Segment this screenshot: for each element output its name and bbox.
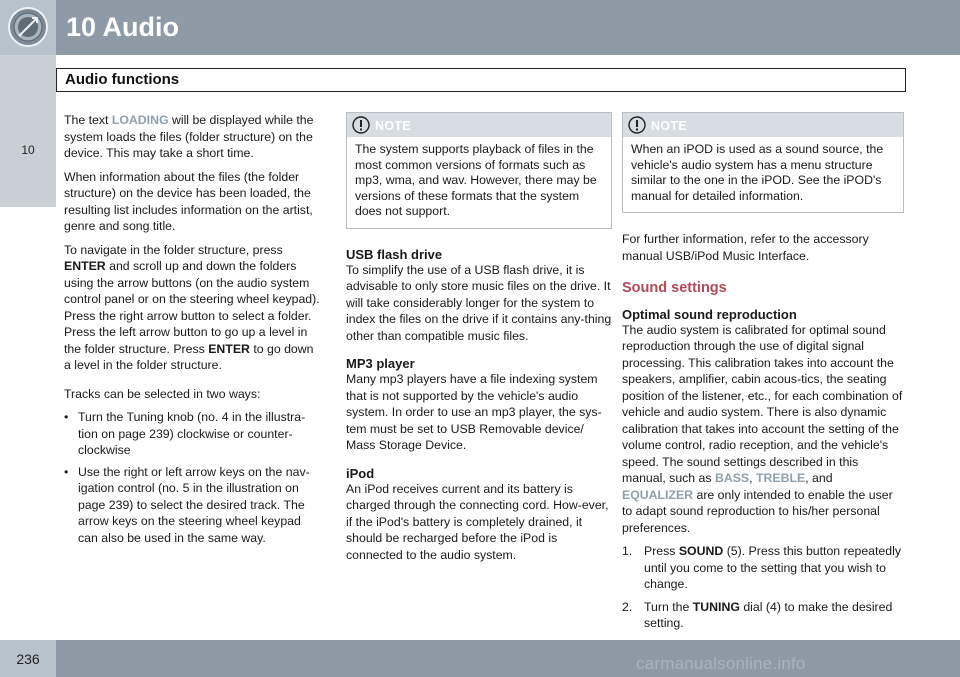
step-number: 2.: [622, 599, 633, 614]
treble-label: TREBLE: [755, 471, 806, 485]
note-text: When an iPOD is used as a sound source, the vehicle's audio system has a menu structure similar to the one in the iPOD. See the iPOD's manual for detailed information.: [631, 142, 884, 203]
chapter-tab-number: 10: [21, 143, 35, 157]
text-run: , and: [805, 471, 833, 485]
optimal-sound-heading: Optimal sound reproduction: [622, 306, 797, 322]
note-label: NOTE: [375, 119, 411, 133]
text-run: (5). Press this button repeatedly until you come to the setting that you wish to change.: [644, 544, 901, 591]
brand-logo-box: [0, 0, 56, 55]
text-run: are only intended to enable the user to adapt sound reproduction to his/her personal preferences.: [622, 487, 893, 535]
text-run: dial (4) to make the desired setting.: [644, 599, 893, 630]
loading-label: LOADING: [111, 113, 169, 127]
sound-settings-heading: Sound settings: [622, 280, 727, 296]
step-number: 1.: [622, 544, 633, 558]
navigate-paragraph: [64, 242, 322, 374]
step-item: [622, 543, 904, 593]
note-box: [346, 112, 612, 229]
note-label: NOTE: [651, 119, 687, 133]
column-2: [346, 112, 612, 570]
bass-label: BASS: [714, 471, 750, 485]
volvo-logo-icon: [6, 5, 50, 49]
text-run: To navigate in the folder structure, press: [64, 242, 283, 257]
text-run: to go down a level in the folder structure.: [64, 341, 314, 372]
equalizer-label: EQUALIZER: [622, 487, 694, 502]
text-run: The text: [64, 113, 112, 127]
bullet-marker: •: [64, 410, 69, 424]
loading-paragraph: [64, 112, 322, 162]
enter-label: ENTER: [208, 341, 250, 356]
ipod-text: An iPod receives current and its battery is charged through the connecting cord. How-ever, if the iPod's battery is completely drained, it should be recharged before the iPod is connected to the audio system.: [346, 481, 609, 562]
sound-label: SOUND: [678, 544, 724, 558]
track-selection-list: [64, 409, 322, 546]
tuning-label: TUNING: [692, 599, 740, 614]
list-item: [64, 409, 322, 459]
text-run: Turn the: [644, 599, 693, 614]
text-run: and scroll up and down the folders using the arrow buttons (on the audio system control panel or on the steering wheel keypad). Press the right arrow button to select a folder. Press the left arrow button to go up a level in the folder structure. Press: [64, 259, 320, 356]
ipod-heading: iPod: [346, 465, 375, 481]
column-1: [64, 112, 322, 551]
column-3: [622, 112, 904, 638]
chapter-side-tab: [0, 55, 56, 207]
section-title: Audio functions: [65, 71, 180, 88]
tracks-intro: Tracks can be selected in two ways:: [64, 386, 261, 401]
section-heading-box: [56, 68, 906, 92]
folder-info-paragraph: When information about the files (the folder structure) on the device has been loaded, the resulting list includes information on the artist, genre and song title.: [64, 169, 313, 233]
step-item: [622, 599, 904, 632]
usb-heading: USB flash drive: [346, 246, 443, 262]
list-item-text: Turn the Tuning knob (no. 4 in the illustra-tion on page 239) clockwise or counter-clockwise: [78, 410, 306, 457]
page-number: 236: [16, 651, 40, 667]
enter-label: ENTER: [64, 259, 106, 273]
watermark: carmanualsonline.info: [636, 654, 806, 673]
bullet-marker: •: [64, 464, 69, 479]
note-header: [623, 113, 903, 137]
info-icon: [627, 115, 647, 135]
note-text: The system supports playback of files in the most common versions of formats such as mp3, wma, and wav. However, there may be versions of these formats that the system does not support.: [355, 142, 597, 218]
info-icon: [351, 115, 371, 135]
text-run: The audio system is calibrated for optimal sound reproduction through the use of digital signal processing. This calibration takes into account the speakers, amplifier, cabin acous-tics, the seating position of the listener, etc., for each combination of vehicle and audio system. There is also dynamic calibration that takes into account the setting of the volume control, radio reception, and the vehicle's speed. The sound settings described in this manual, such as: [622, 322, 903, 485]
footer-bar: [0, 640, 960, 677]
list-item-text: Use the right or left arrow keys on the nav-igation control (no. 5 in the illustration on page 239) to select the desired track. The arrow keys on the steering wheel keypad can also be used in the same way.: [78, 464, 310, 545]
note-box: [622, 112, 904, 213]
text-run: Press: [644, 544, 679, 558]
text-run: will be displayed while the system loads the files (folder structure) on the device. This may take a short time.: [64, 113, 314, 160]
mp3-text: Many mp3 players have a file indexing system that is not supported by the vehicle's audio system. In order to use an mp3 player, the sys-tem must be set to USB Removable device/ Mass Storage Device.: [346, 372, 602, 452]
chapter-title: 10 Audio: [66, 12, 180, 42]
list-item: [64, 464, 322, 547]
usb-text: To simplify the use of a USB flash drive, it is advisable to only store music files on the drive. It will take considerably longer for the system to index the files on the drive if it contains any-thing other than compatible music files.: [346, 262, 612, 343]
further-info-text: For further information, refer to the accessory manual USB/iPod Music Interface.: [622, 232, 869, 263]
note-header: [347, 113, 611, 137]
mp3-heading: MP3 player: [346, 356, 415, 371]
optimal-sound-text: [622, 322, 904, 537]
text-run: ,: [749, 471, 756, 485]
